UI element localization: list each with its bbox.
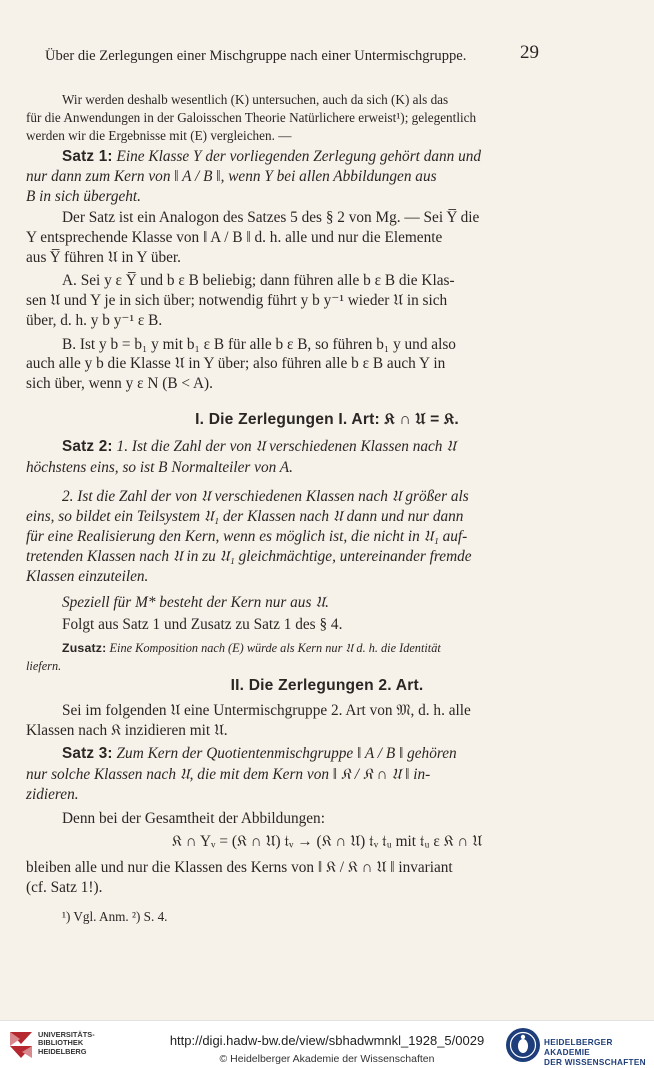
text-line: auch alle y b die Klasse 𝔘 in Y über; also führen alle b ε B auch Y in bbox=[26, 355, 446, 372]
text-line: sen 𝔘 und Y je in sich über; notwendig führt y b y⁻¹ wieder 𝔘 in sich bbox=[26, 292, 448, 309]
text-line: liefern. bbox=[26, 659, 62, 673]
zusatz-label: Zusatz: bbox=[62, 641, 107, 655]
viewer-footer bbox=[0, 1020, 654, 1068]
formula: 𝔎 ∩ Yᵥ = (𝔎 ∩ 𝔘) 𝔱ᵥ → (𝔎 ∩ 𝔘) 𝔱ᵥ 𝔱ᵤ mit 𝔱ᵤ ε 𝔎 ∩ 𝔘 bbox=[171, 833, 483, 850]
text-line: aus Y̅ führen 𝔘 in Y über. bbox=[26, 249, 181, 266]
text-line: Denn bei der Gesamtheit der Abbildungen: bbox=[62, 810, 325, 827]
text-line: nur solche Klassen nach 𝔘, die mit dem Kern von ‖ 𝔎 / 𝔎 ∩ 𝔘 ‖ in- bbox=[26, 766, 431, 783]
text-line: Der Satz ist ein Analogon des Satzes 5 des § 2 von Mg. — Sei Y̅ die bbox=[62, 209, 480, 226]
text-line: B in sich übergeht. bbox=[26, 188, 141, 205]
hadw-logo[interactable] bbox=[505, 1027, 650, 1065]
text-line: Wir werden deshalb wesentlich (K) untersuchen, auch da sich (K) als das bbox=[62, 92, 449, 107]
hadw-seal-icon bbox=[505, 1027, 541, 1063]
text-line: (cf. Satz 1!). bbox=[26, 879, 103, 896]
text-line: für die Anwendungen in der Galoisschen Theorie Natürlichere erweist¹); gelegentlich bbox=[26, 110, 477, 125]
text-line: bleiben alle und nur die Klassen des Kerns von ‖ 𝔎 / 𝔎 ∩ 𝔘 ‖ invariant bbox=[26, 859, 453, 876]
text-line: Speziell für M* besteht der Kern nur aus 𝔘. bbox=[62, 594, 329, 611]
text-line: über, d. h. y b y⁻¹ ε B. bbox=[26, 312, 163, 329]
text-line: eins, so bildet ein Teilsystem 𝔘₁ der Klassen nach 𝔘 dann und nur dann bbox=[26, 508, 464, 525]
satz2-label: Satz 2: bbox=[62, 438, 113, 455]
text-line: Folgt aus Satz 1 und Zusatz zu Satz 1 des § 4. bbox=[62, 616, 343, 633]
satz3-label: Satz 3: bbox=[62, 745, 113, 762]
text-line: Sei im folgenden 𝔘 eine Untermischgruppe 2. Art von 𝔐, d. h. alle bbox=[62, 702, 471, 719]
permalink[interactable]: http://digi.hadw-bw.de/view/sbhadwmnkl_1928_5/0029 bbox=[169, 1033, 485, 1048]
satz1-line: Satz 1: Eine Klasse Y der vorliegenden Zerlegung gehört dann und bbox=[62, 148, 482, 165]
text-line: sich über, wenn y ε N (B < A). bbox=[26, 375, 213, 392]
hadw-logo-line: DER WISSENSCHAFTEN bbox=[544, 1058, 646, 1067]
footnote: ¹) Vgl. Anm. ²) S. 4. bbox=[62, 909, 168, 924]
hadw-logo-line: HEIDELBERGER AKADEMIE bbox=[544, 1038, 613, 1057]
text-line: nur dann zum Kern von ‖ A / B ‖, wenn Y bei allen Abbildungen aus bbox=[26, 168, 437, 185]
running-title: Über die Zerlegungen einer Mischgruppe nach einer Untermischgruppe. bbox=[45, 48, 467, 64]
satz1-label: Satz 1: bbox=[62, 148, 113, 165]
text-line: höchstens eins, so ist B Normalteiler von A. bbox=[26, 459, 293, 476]
text-line: 2. Ist die Zahl der von 𝔘 verschiedenen Klassen nach 𝔘 größer als bbox=[62, 488, 469, 505]
section-heading-1: I. Die Zerlegungen I. Art: 𝔎 ∩ 𝔘 = 𝔎. bbox=[195, 411, 459, 428]
text-line: Klassen einzuteilen. bbox=[26, 568, 149, 585]
copyright-notice: © Heidelberger Akademie der Wissenschaften bbox=[219, 1053, 435, 1065]
text-line: Klassen nach 𝔎 inzidieren mit 𝔘. bbox=[26, 722, 228, 739]
ub-logo-line: BIBLIOTHEK bbox=[38, 1038, 84, 1048]
text-line: A. Sei y ε Y̅ und b ε B beliebig; dann führen alle b ε B die Klas- bbox=[62, 272, 455, 289]
ub-logo-line: UNIVERSITÄTS- bbox=[38, 1030, 95, 1039]
ub-logo-line: HEIDELBERG bbox=[38, 1046, 87, 1056]
section-heading-2: II. Die Zerlegungen 2. Art. bbox=[230, 677, 424, 694]
satz3-line: Satz 3: Zum Kern der Quotientenmischgruppe ‖ A / B ‖ gehören bbox=[62, 745, 457, 762]
page-number: 29 bbox=[520, 42, 539, 63]
text-line: B. Ist y b = b₁ y mit b₁ ε B für alle b ε B, so führen b₁ y und also bbox=[62, 336, 456, 353]
zusatz-line: Zusatz: Eine Komposition nach (E) würde als Kern nur 𝔘 d. h. die Identität bbox=[62, 641, 441, 655]
text-line: zidieren. bbox=[26, 786, 79, 803]
text-line: tretenden Klassen nach 𝔘 in zu 𝔘₁ gleichmächtige, untereinander fremde bbox=[26, 548, 472, 565]
text-line: für eine Realisierung den Kern, wenn es möglich ist, die nicht in 𝔘₁ auf- bbox=[26, 528, 468, 545]
text-line: Y entsprechende Klasse von ‖ A / B ‖ d. h. alle und nur die Elemente bbox=[26, 229, 443, 246]
text-line: werden wir die Ergebnisse mit (E) vergleichen. — bbox=[26, 128, 292, 143]
satz2-line: Satz 2: 1. Ist die Zahl der von 𝔘 verschiedenen Klassen nach 𝔘 bbox=[62, 438, 457, 455]
